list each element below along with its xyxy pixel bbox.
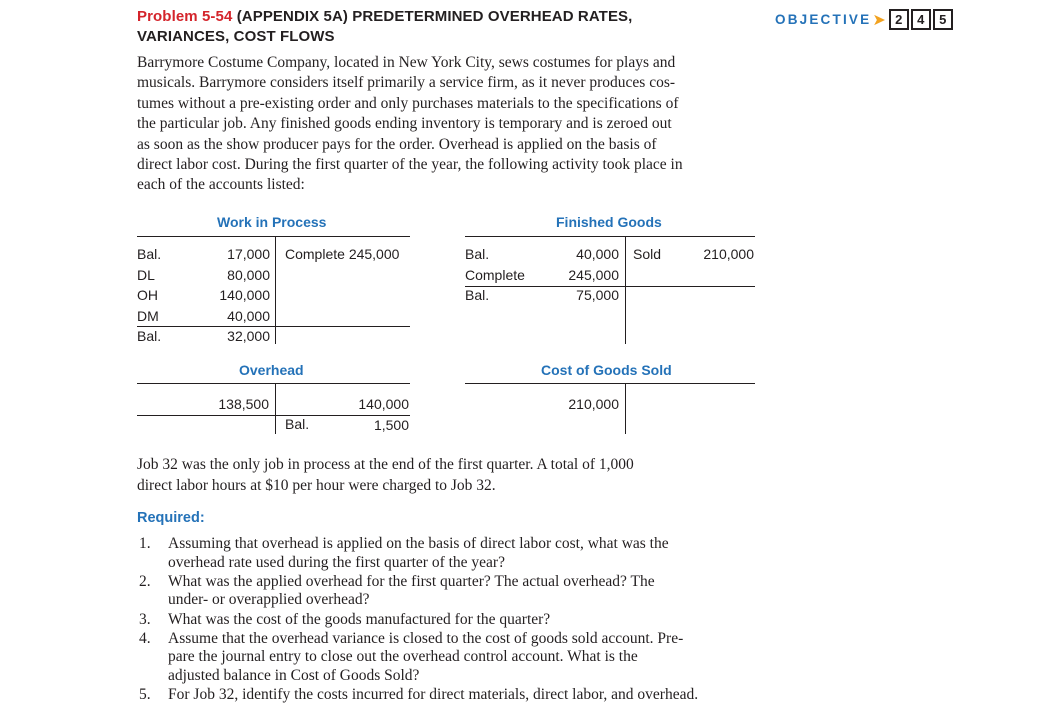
- problem-title: [137, 7, 757, 47]
- required-item-line: For Job 32, identify the costs incurred for direct materials, direct labor, and overhead.: [168, 686, 699, 704]
- intro-line: as soon as the show producer pays for the order. Overhead is applied on the basis of: [137, 135, 657, 153]
- objective-box-3: 5: [933, 9, 953, 30]
- wip-center-rule: [275, 237, 276, 344]
- job-note-line: Job 32 was the only job in process at the end of the first quarter. A total of 1,000: [137, 456, 634, 473]
- wip-label-bal: Bal.: [137, 246, 162, 262]
- required-list: [137, 535, 757, 705]
- fg-top-rule: [465, 236, 755, 237]
- required-item-line: What was the applied overhead for the first quarter? The actual overhead? The: [168, 572, 655, 590]
- required-item-line: What was the cost of the goods manufactured for the quarter?: [168, 610, 551, 628]
- required-item-number: 4.: [139, 629, 151, 647]
- wip-value: 140,000: [219, 287, 270, 303]
- job-note-line: direct labor hours at $10 per hour were charged to Job 32.: [137, 476, 496, 494]
- overhead-top-rule: [137, 383, 410, 384]
- fg-value: 245,000: [568, 266, 619, 283]
- intro-paragraph: [137, 53, 757, 196]
- required-item-line: Assume that the overhead variance is closed to the cost of goods sold account. Pre-: [168, 629, 684, 647]
- wip-credit-entry: [285, 244, 399, 265]
- fg-debit-labels: [465, 244, 525, 306]
- intro-line: tumes without a pre-existing order and only purchases materials to the specifications of: [137, 94, 679, 112]
- required-item-line: under- or overapplied overhead?: [168, 591, 370, 609]
- required-item-number: 1.: [139, 535, 151, 552]
- wip-title: Work in Process: [217, 214, 327, 230]
- required-item-line: pare the journal entry to close out the overhead control account. What is the: [168, 648, 638, 666]
- intro-line: musicals. Barrymore considers itself primarily a service firm, as it never produces cos-: [137, 74, 676, 92]
- overhead-credit-values: [335, 394, 409, 435]
- intro-line: the particular job. Any finished goods ending inventory is temporary and is zeroed out: [137, 115, 672, 133]
- wip-value: 17,000: [227, 246, 270, 262]
- wip-debit-labels: [137, 244, 161, 347]
- title-line-2: VARIANCES, COST FLOWS: [137, 28, 335, 45]
- wip-value: 32,000: [227, 328, 270, 344]
- required-item: [137, 535, 757, 572]
- objective-label: OBJECTIVE: [775, 11, 872, 27]
- overhead-credit-value: 1,500: [373, 416, 409, 433]
- intro-line: direct labor cost. During the first quarter of the year, the following activity took place in: [137, 156, 683, 174]
- fg-center-rule: [625, 237, 626, 344]
- overhead-debit-value: 138,500: [218, 396, 269, 412]
- wip-credit-value: 245,000: [348, 246, 400, 262]
- cogs-center-rule: [625, 384, 626, 434]
- wip-credit-label: Complete: [285, 246, 345, 262]
- overhead-title: Overhead: [239, 362, 304, 378]
- intro-line: each of the accounts listed:: [137, 176, 305, 194]
- objective-box-2: 4: [911, 9, 931, 30]
- required-item: [137, 573, 757, 610]
- overhead-balance-label: Bal.: [285, 416, 310, 432]
- cogs-debit-value: 210,000: [568, 396, 619, 412]
- wip-label-end-bal: Bal.: [137, 328, 162, 344]
- required-item: [137, 630, 757, 686]
- fg-debit-values: [545, 244, 619, 306]
- required-item: [137, 686, 757, 705]
- title-text-1: (APPENDIX 5A) PREDETERMINED OVERHEAD RATES,: [236, 8, 633, 25]
- fg-label-bal: Bal.: [465, 246, 490, 262]
- wip-label-dl: DL: [137, 266, 155, 283]
- wip-value: 80,000: [227, 266, 270, 283]
- fg-credit-label: Sold: [633, 246, 662, 262]
- fg-value: 40,000: [576, 246, 619, 262]
- fg-label-end-bal: Bal.: [465, 287, 490, 303]
- objective-indicator: [775, 7, 953, 31]
- wip-label-oh: OH: [137, 287, 158, 303]
- fg-title: Finished Goods: [556, 214, 662, 230]
- cogs-title: Cost of Goods Sold: [541, 362, 672, 378]
- required-item-line: adjusted balance in Cost of Goods Sold?: [168, 666, 420, 684]
- problem-number: Problem 5-54: [137, 8, 233, 25]
- title-line-1: [137, 7, 757, 27]
- required-item: [137, 611, 757, 630]
- overhead-center-rule: [275, 384, 276, 434]
- arrow-right-icon: ➤: [872, 9, 886, 29]
- wip-value: 40,000: [227, 307, 270, 324]
- required-item-number: 2.: [139, 572, 151, 590]
- intro-line: Barrymore Costume Company, located in New York City, sews costumes for plays and: [137, 54, 676, 71]
- required-heading: Required:: [137, 510, 205, 526]
- cogs-top-rule: [465, 383, 755, 384]
- wip-top-rule: [137, 236, 410, 237]
- required-item-number: 5.: [139, 686, 151, 704]
- wip-label-dm: DM: [137, 307, 159, 324]
- required-item-number: 3.: [139, 610, 151, 628]
- fg-value: 75,000: [576, 287, 619, 303]
- required-item-line: overhead rate used during the first quarter of the year?: [168, 553, 505, 571]
- fg-credit-value: 210,000: [703, 246, 754, 262]
- job-note-paragraph: [137, 455, 757, 496]
- fg-label-complete: Complete: [465, 266, 525, 283]
- wip-debit-values: [200, 244, 270, 347]
- wip-balance-rule: [137, 326, 410, 327]
- objective-box-1: 2: [889, 9, 909, 30]
- required-item-line: Assuming that overhead is applied on the basis of direct labor cost, what was the: [168, 535, 669, 552]
- overhead-credit-value: 140,000: [358, 396, 409, 412]
